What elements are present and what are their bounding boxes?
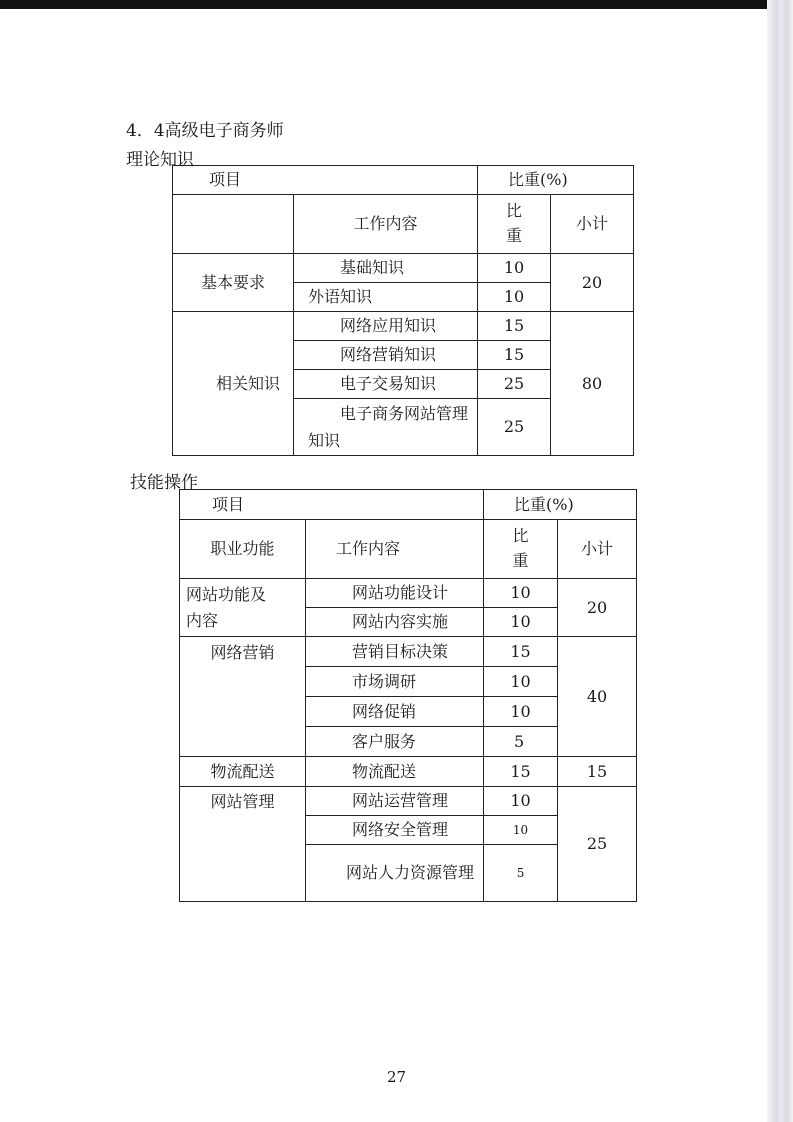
theory-ratio-cell: 25 [478, 399, 551, 456]
skills-content-cell: 市场调研 [306, 667, 484, 697]
theory-subtotal-cell: 80 [551, 312, 634, 456]
page-number: 27 [386, 1068, 407, 1086]
skills-content-cell: 网站功能设计 [306, 579, 484, 608]
theory-header-ratio: 比重 [506, 201, 523, 245]
theory-subtotal-cell: 20 [551, 254, 634, 312]
skills-header-ratio: 比重 [512, 526, 529, 570]
skills-content-cell: 网络安全管理 [306, 816, 484, 845]
skills-content-cell: 网站内容实施 [306, 608, 484, 637]
skills-content-cell: 客户服务 [306, 727, 484, 757]
skills-subtotal-cell: 15 [558, 757, 637, 787]
theory-heading: 理论知识 [126, 150, 194, 170]
skills-ratio-cell: 5 [484, 845, 558, 902]
skills-content-cell: 物流配送 [306, 757, 484, 787]
skills-ratio-cell: 5 [484, 727, 558, 757]
scan-top-border [0, 0, 793, 9]
skills-header-item: 项目 [180, 490, 484, 520]
skills-header-subtotal: 小计 [558, 520, 637, 579]
skills-ratio-cell: 15 [484, 637, 558, 667]
theory-content-cell: 网络营销知识 [294, 341, 478, 370]
theory-ratio-cell: 25 [478, 370, 551, 399]
theory-ratio-cell: 10 [478, 254, 551, 283]
theory-ratio-cell: 15 [478, 312, 551, 341]
theory-group-name: 基本要求 [173, 254, 294, 312]
skills-table [179, 489, 637, 902]
skills-ratio-cell: 10 [484, 579, 558, 608]
skills-content-cell: 网站运营管理 [306, 787, 484, 816]
theory-header-subtotal: 小计 [551, 195, 634, 254]
theory-content-cell: 电子商务网站管理知识 [294, 399, 478, 456]
scan-right-edge [767, 0, 793, 1122]
skills-heading: 技能操作 [130, 473, 198, 493]
theory-content-cell: 电子交易知识 [294, 370, 478, 399]
skills-group-name: 网络营销 [180, 637, 306, 757]
skills-group-name: 物流配送 [180, 757, 306, 787]
theory-header-content: 工作内容 [294, 195, 478, 254]
theory-content-cell: 网络应用知识 [294, 312, 478, 341]
skills-ratio-cell: 10 [484, 816, 558, 845]
theory-ratio-cell: 10 [478, 283, 551, 312]
skills-ratio-cell: 10 [484, 608, 558, 637]
skills-ratio-cell: 10 [484, 697, 558, 727]
skills-ratio-cell: 10 [484, 667, 558, 697]
skills-ratio-cell: 10 [484, 787, 558, 816]
skills-header-weight: 比重(%) [484, 490, 637, 520]
skills-subtotal-cell: 40 [558, 637, 637, 757]
theory-header-weight: 比重(%) [478, 166, 634, 195]
theory-ratio-cell: 15 [478, 341, 551, 370]
skills-content-cell: 营销目标决策 [306, 637, 484, 667]
theory-header-empty [173, 195, 294, 254]
skills-subtotal-cell: 20 [558, 579, 637, 637]
theory-content-cell: 外语知识 [294, 283, 478, 312]
skills-subtotal-cell: 25 [558, 787, 637, 902]
skills-group-name: 网站功能及内容 [180, 579, 306, 637]
skills-content-cell: 网站人力资源管理 [306, 845, 484, 902]
theory-table [172, 165, 634, 456]
skills-header-content: 工作内容 [306, 520, 484, 579]
skills-content-cell: 网络促销 [306, 697, 484, 727]
section-title: 4．4高级电子商务师 [126, 121, 284, 141]
theory-content-cell: 基础知识 [294, 254, 478, 283]
skills-header-function: 职业功能 [180, 520, 306, 579]
skills-group-name: 网站管理 [180, 787, 306, 902]
theory-header-item: 项目 [173, 166, 478, 195]
theory-group-name: 相关知识 [173, 312, 294, 456]
skills-ratio-cell: 15 [484, 757, 558, 787]
